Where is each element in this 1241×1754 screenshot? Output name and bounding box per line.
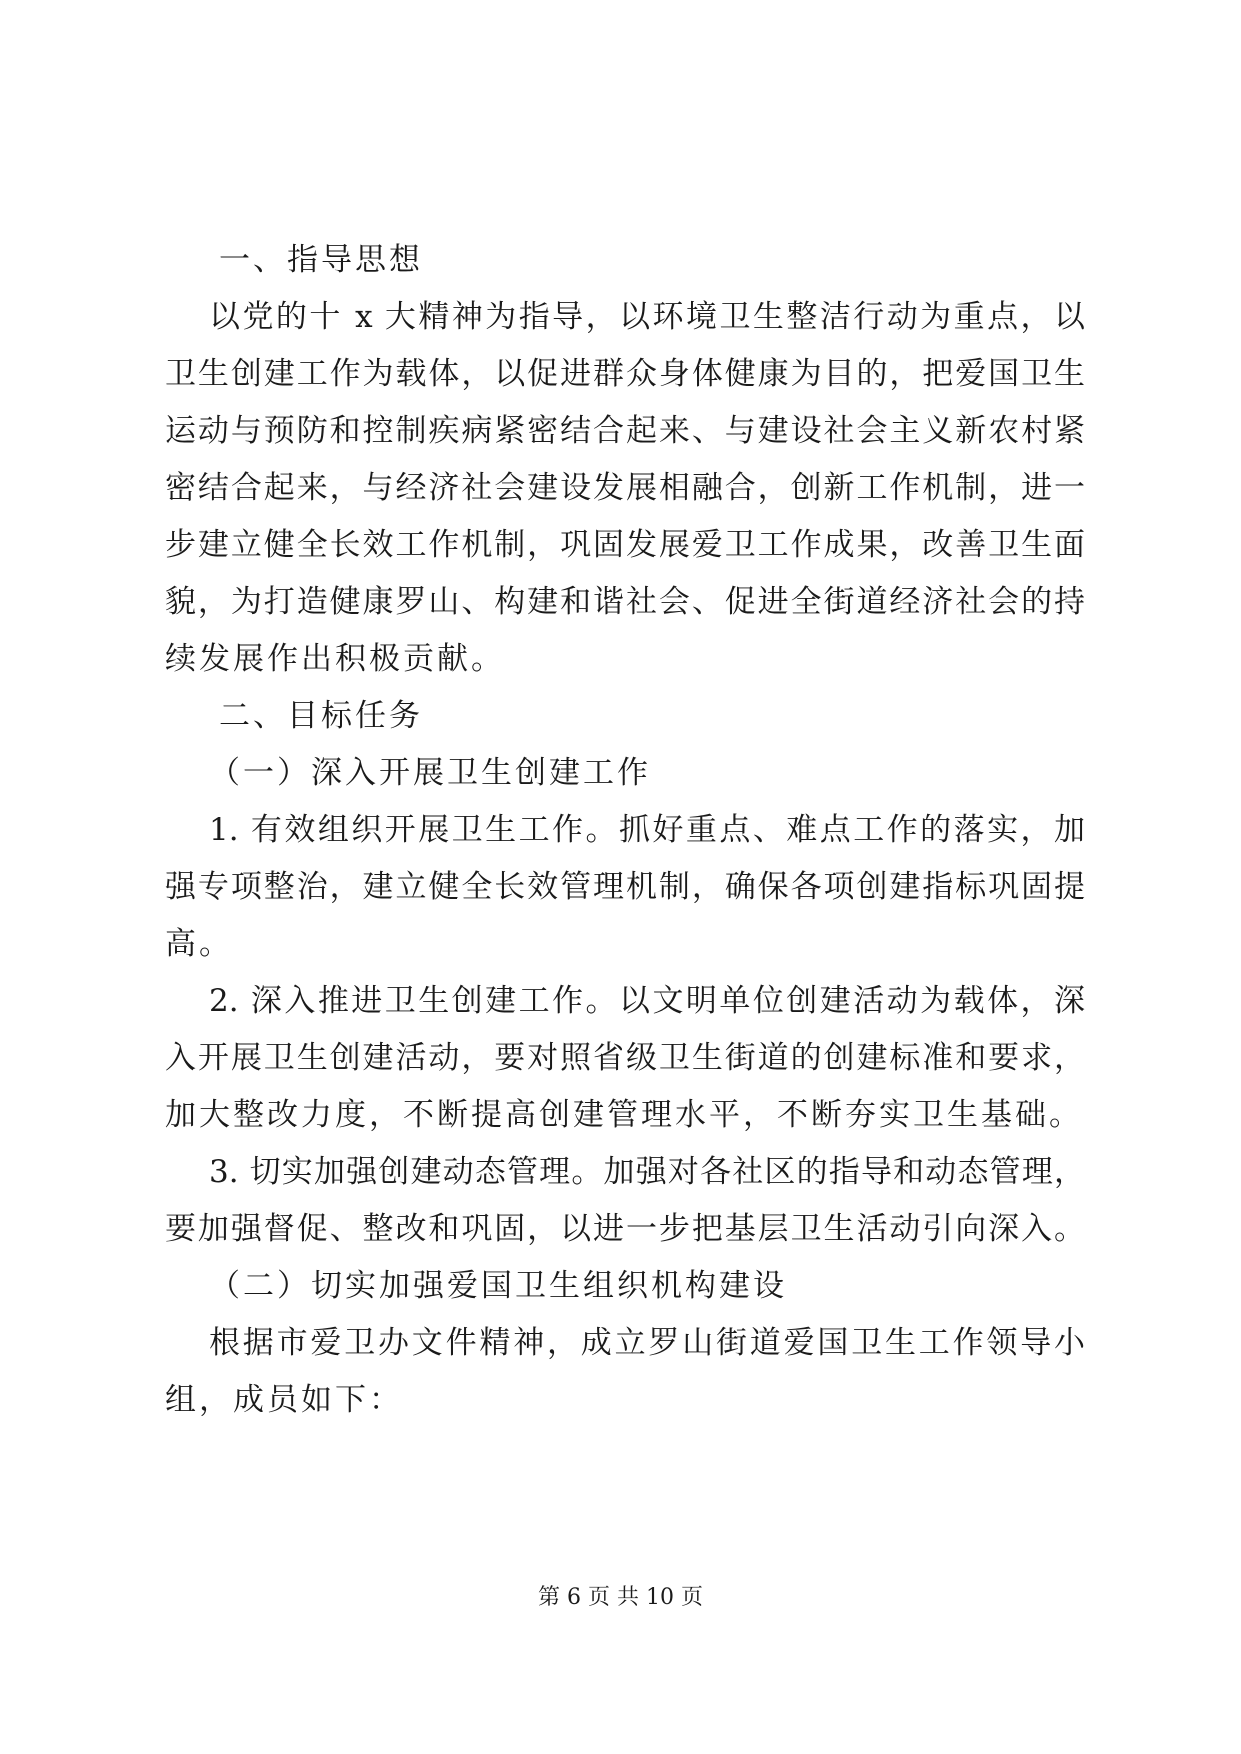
paragraph-line: 要加强督促、整改和巩固，以进一步把基层卫生活动引向深入。 xyxy=(165,1211,1085,1247)
paragraph-line: 3. 切实加强创建动态管理。加强对各社区的指导和动态管理， xyxy=(209,1154,1085,1190)
paragraph-line: 1. 有效组织开展卫生工作。抓好重点、难点工作的落实，加 xyxy=(209,812,1085,848)
paragraph-line: 续发展作出积极贡献。 xyxy=(165,641,505,677)
paragraph-line: 运动与预防和控制疾病紧密结合起来、与建设社会主义新农村紧 xyxy=(165,413,1085,449)
paragraph-line: 入开展卫生创建活动，要对照省级卫生街道的创建标准和要求， xyxy=(165,1040,1085,1076)
paragraph-line: 以党的十 x 大精神为指导，以环境卫生整洁行动为重点，以 xyxy=(209,299,1085,335)
paragraph-line: 根据市爱卫办文件精神，成立罗山街道爱国卫生工作领导小 xyxy=(209,1325,1085,1361)
page-number-footer: 第 6 页 共 10 页 xyxy=(538,1585,703,1610)
paragraph-line: 貌，为打造健康罗山、构建和谐社会、促进全街道经济社会的持 xyxy=(165,584,1085,620)
paragraph-line: 密结合起来，与经济社会建设发展相融合，创新工作机制，进一 xyxy=(165,470,1085,506)
subheading-section-two: （二）切实加强爱国卫生组织机构建设 xyxy=(209,1268,787,1304)
paragraph-line: 强专项整治，建立健全长效管理机制，确保各项创建指标巩固提 xyxy=(165,869,1085,905)
subheading-section-one: （一）深入开展卫生创建工作 xyxy=(209,755,651,791)
paragraph-line: 高。 xyxy=(165,926,233,962)
paragraph-line: 组，成员如下： xyxy=(165,1382,403,1418)
paragraph-line: 2. 深入推进卫生创建工作。以文明单位创建活动为载体，深 xyxy=(209,983,1085,1019)
paragraph-line: 加大整改力度，不断提高创建管理水平，不断夯实卫生基础。 xyxy=(165,1097,1083,1133)
paragraph-line: 步建立健全长效工作机制，巩固发展爱卫工作成果，改善卫生面 xyxy=(165,527,1085,563)
heading-goals-tasks: 二、目标任务 xyxy=(219,698,423,734)
heading-guiding-ideology: 一、指导思想 xyxy=(219,242,423,278)
paragraph-line: 卫生创建工作为载体，以促进群众身体健康为目的，把爱国卫生 xyxy=(165,356,1085,392)
